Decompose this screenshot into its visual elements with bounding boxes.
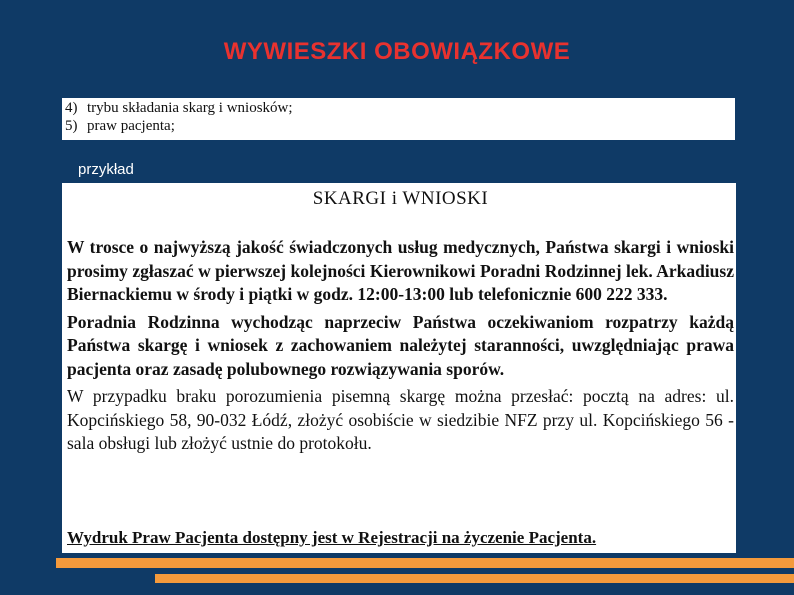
notice-title: SKARGI i WNIOSKI	[312, 188, 489, 209]
notice-document	[62, 183, 736, 553]
notice-paragraph: Poradnia Rodzinna wychodząc naprzeciw Państwa oczekiwaniom rozpatrzy każdą Państwa skargę i wniosek z zachowaniem należytej staranności, uwzględniając prawa pacjenta oraz zasadę polubownego rozwiązywania sporów.	[67, 311, 734, 379]
list-item-number: 5)	[65, 118, 78, 134]
list-item-text: trybu składania skarg i wniosków;	[87, 100, 293, 116]
example-label: przykład	[78, 161, 134, 178]
regulation-excerpt	[62, 98, 735, 140]
slide-title: WYWIESZKI OBOWIĄZKOWE	[223, 38, 571, 65]
list-item	[65, 117, 735, 135]
list-item-number: 4)	[65, 100, 78, 116]
accent-stripe	[155, 574, 794, 583]
notice-paragraph: W trosce o najwyższą jakość świadczonych usług medycznych, Państwa skargi i wnioski prosimy zgłaszać w pierwszej kolejności Kierownikowi Poradni Rodzinnej lek. Arkadiusz Biernackiemu w środy i piątki w godz. 12:00-13:00 lub telefonicznie 600 222 333.	[67, 237, 734, 304]
notice-footer: Wydruk Praw Pacjenta dostępny jest w Rejestracji na życzenie Pacjenta.	[67, 528, 597, 547]
accent-stripe	[56, 558, 794, 568]
notice-paragraph: W przypadku braku porozumienia pisemną skargę można przesłać: pocztą na adres: ul. Kopcińskiego 58, 90-032 Łódź, złożyć osobiście w siedzibie NFZ przy ul. Kopcińskiego 56 - sala obsługi lub złożyć ustnie do protokołu.	[67, 386, 734, 453]
list-item	[65, 99, 735, 117]
list-item-text: praw pacjenta;	[87, 118, 175, 134]
